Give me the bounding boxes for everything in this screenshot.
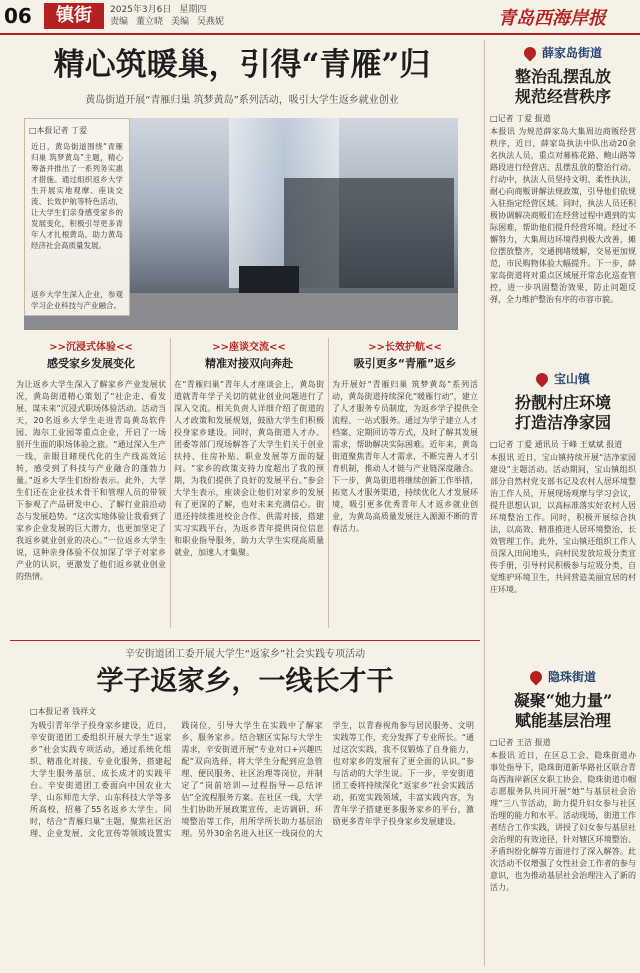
sidebar-byline: □记者 丁爱 通讯员 于峰 王斌斌 报道 (490, 440, 623, 449)
sidebar-location: 隐珠街道 (547, 670, 596, 684)
sidebar-title: 凝聚“她力量” 赋能基层治理 (513, 691, 613, 730)
second-headline: 学子返家乡，一线长才干 (96, 666, 394, 697)
photo-group (284, 178, 454, 288)
sidebar-item-2 (490, 370, 636, 644)
issue-date: 2025年3月6日 (110, 5, 172, 15)
column-divider (170, 338, 171, 628)
column-divider (328, 338, 329, 628)
column-1-text: 为让返乡大学生深入了解家乡产业发展状况，黄岛街道精心策划了“社企走、看发展、谋未来”沉浸式职场体验活动。活动当天，20名返乡大学生走进青岛黄岛软件园、海尔工业园等重点企业，开启了一场别开生面的职场体验之旅。“通过深入生产一线，亲眼目睹现代化的生产线高效运转，感受到了科技与产业融合的蓬勃力量。”返乡大学生们纷纷表示。此外，大学生们还在企业技术骨干和管理人员的带领下参观了产品研发中心、了解行业前沿动态与发展趋势。“这次实地体验让我看到了家乡企业发展的巨大潜力，也更加坚定了我返乡就业创业的决心。”一位返乡大学生说，这种亲身体验不仅加深了学子对家乡产业的认识，更激发了他们返乡就业创业的热情。 (16, 380, 166, 581)
second-text: 为吸引青年学子投身家乡建设，近日，辛安街道团工委组织开展大学生“返家乡”社会实践专项活动，通过系统化组织、精准化对接、专业化服务，搭建起大学生服务基层、成长成才的实践平台。辛安街道团工委面向中国农业大学、山东师范大学、山东科技大学等多所高校，招募了55名返乡大学生。同时，结合“青雁归巢”主题，聚焦社区治理、企业发展、文化宣传等领域设置实践岗位，引导大学生在实践中了解家乡、服务家乡。结合辖区实际与大学生需求，辛安街道开展“专业对口+兴趣匹配”双向选择，将大学生分配到应急管理、便民服务、社区治理等岗位，并制定了“岗前培训—过程指导—总结评估”全流程服务方案。在社区一线，大学生们协助开展政策宣传、走访调研、环境整治等工作，用所学所长助力基层治理。另外30余名进入社区一线岗位的大学生，以青春视角参与居民服务、文明实践等工作，充分发挥了专业所长。“通过这次实践，我不仅锻炼了自身能力，也对家乡的发展有了更全面的认识。”参与活动的大学生说。下一步，辛安街道团工委将持续深化“返家乡”社会实践活动，拓宽实践领域，丰富实践内容，为青年学子搭建更多服务家乡的平台，激励更多青年学子投身家乡发展建设。 (30, 721, 474, 838)
second-kicker: 辛安街道团工委开展大学生“返家乡”社会实践专项活动 (124, 649, 366, 660)
column-3-tag: >>长效护航<< (368, 342, 442, 353)
location-pin-icon (521, 44, 538, 61)
section-divider (10, 640, 480, 641)
editor-label: 责编 (110, 17, 129, 27)
sidebar-location: 宝山镇 (553, 372, 590, 386)
sidebar-item-3 (490, 668, 636, 954)
sidebar-text: 本报讯 近日，宝山镇持续开展“洁净家园建设”主题活动。活动期间，宝山镇组织部分自然村党支部书记及农村人居环境整治工作人员，开展现场观摩与学习会议，提升思想认识，以高标准落实好农村人居环境整治工作。同时，积极开展综合执法，以高效、精准推进人居环境整治、长效管理工作。此外，宝山镇还组织工作人员深入田间地头，向村民发放垃圾分类宣传手册，引导村民积极参与垃圾分类，自觉维护环境卫生，共同营造美丽宜居的村庄环境。 (490, 453, 636, 594)
column-1-tag: >>沉浸式体验<< (49, 342, 133, 353)
sidebar-text: 本报讯 近日，在区总工会、隐珠街道办事处指导下，隐珠街道新华路社区联合青岛西海岸新区女职工协会、隐珠街道巾帼志愿服务队共同开展“她”与基层社会治理”三八节活动，助力提升妇女参与社区治理的能力和水平。活动现场，街道工作者结合工作实践，讲授了妇女参与基层社会治理的有效途径，针对辖区环境整治、矛盾纠纷化解等方面进行了深入解答。此次活动不仅增强了女性社会工作者的参与意识，也为推动基层社会治理注入了新的活力。 (490, 751, 636, 892)
designer-name: 吴燕妮 (197, 17, 225, 27)
sidebar-divider (484, 40, 485, 966)
photo-caption: 返乡大学生深入企业，参观学习企业科技与产业融合。 (31, 290, 123, 310)
column-2 (174, 338, 324, 619)
column-3-text: 为开展好“青雁归巢 筑梦黄岛”系列活动，黄岛街道持续深化“暖雁行动”，建立了人才服务专员制度，为返乡学子提供全流程、一站式服务。通过为学子建立人才档案、定期回访等方式，及时了解其发展需求，帮助解决实际困难。近年来，黄岛街道聚焦青年人才需求，不断完善人才引育机制，推动人才链与产业链深度融合。下一步，黄岛街道将继续创新工作举措，拓宽人才服务渠道，持续优化人才发展环境，吸引更多优秀青年人才返乡就业创业，为黄岛高质量发展注入源源不断的青春活力。 (332, 380, 478, 533)
sidebar-byline: □记者 丁爱 报道 (490, 114, 551, 123)
page-number: 06 (4, 4, 32, 28)
photo-screen (239, 266, 299, 296)
column-2-heading: 精准对接双向奔赴 (205, 357, 293, 370)
location-pin-icon (527, 668, 544, 685)
column-1 (16, 338, 166, 619)
main-byline: □本报记者 丁爱 (29, 126, 88, 135)
column-3 (332, 338, 478, 619)
sidebar-item-1 (490, 44, 636, 342)
sidebar-text: 本报讯 为规范薛家岛大集周边商贩经营秩序，近日，薛家岛执法中队出动20余名执法人员，重点对募栋花路、鲍山路等路段进行经营店、乱摆乱放的整治行动。行动中，执法人员坚持文明、柔性执法，耐心向商贩讲解法规政策，引导他们依规入驻指定经营区域。同时，执法人员还积极协调解决商贩们在经营过程中遇到的实际困难，帮助他们提升经营环境。经过不懈努力，大集周边环境得到极大改善，摊位摆放整齐，交通拥堵缓解，交易更加规范，市民购物体验大幅提升。下一步，薛家岛街道将对重点区域展开常态化巡查管控，进一步巩固整治效果，防止问题反弹，全力维护整治有序的市容市貌。 (490, 127, 636, 304)
second-byline: □本报记者 钱祥文 (30, 707, 97, 716)
column-2-tag: >>座谈交流<< (212, 342, 286, 353)
main-headline: 精心筑暖巢，引得“青雁”归 (53, 47, 431, 83)
intro-box (24, 118, 130, 316)
main-subheadline: 黄岛街道开展“青雁归巢 筑梦黄岛”系列活动，吸引大学生返乡就业创业 (85, 95, 399, 106)
designer-label: 美编 (171, 17, 190, 27)
column-1-heading: 感受家乡发展变化 (47, 357, 135, 370)
header-rule (0, 33, 640, 35)
sidebar-location: 薛家岛街道 (541, 46, 602, 60)
column-3-heading: 吸引更多“青雁”返乡 (353, 357, 457, 370)
sidebar-title: 扮靓村庄环境 打造洁净家园 (514, 393, 611, 432)
sidebar-byline: □记者 王洁 报道 (490, 738, 551, 747)
column-2-text: 在“青雁归巢”青年人才座谈会上，黄岛街道就青年学子关切的就业创业问题进行了深入交流。相关负责人详细介绍了街道的人才政策和发展规划，鼓励大学生们积极投身家乡建设。同时，黄岛街道人才办、团委等部门现场解答了大学生们关于创业扶持、住房补贴、职业发展等方面的疑问。“家乡的政策支持力度超出了我的预期，为我们提供了良好的发展平台。”参会大学生表示，座谈会让他们对家乡的发展有了更深的了解，也对未来充满信心。街道还持续推进校企合作、供需对接，搭建实习实践平台，为返乡青年提供岗位信息和职业指导服务，助力大学生实现高质量就业，加速人才集聚。 (174, 380, 324, 557)
main-intro: 近日，黄岛街道围绕“青雁归巢 筑梦黄岛”主题，精心筹备并推出了一系列务实惠才措施。通过组织返乡大学生开展实地观摩、座谈交流、长效护航等特色活动，让大学生们亲身感受家乡的发展变化，积极引导更多青年人才扎根黄岛，助力黄岛经济社会高质量发展。 (31, 142, 123, 250)
issue-weekday: 星期四 (179, 5, 207, 15)
editor-name: 董立晓 (136, 17, 164, 27)
sidebar-title: 整治乱摆乱放 规范经营秩序 (514, 67, 611, 106)
section-tag: 镇街 (44, 3, 104, 29)
issue-meta (110, 4, 232, 28)
location-pin-icon (533, 370, 550, 387)
masthead-logo: 青岛西海岸报 (498, 8, 606, 29)
